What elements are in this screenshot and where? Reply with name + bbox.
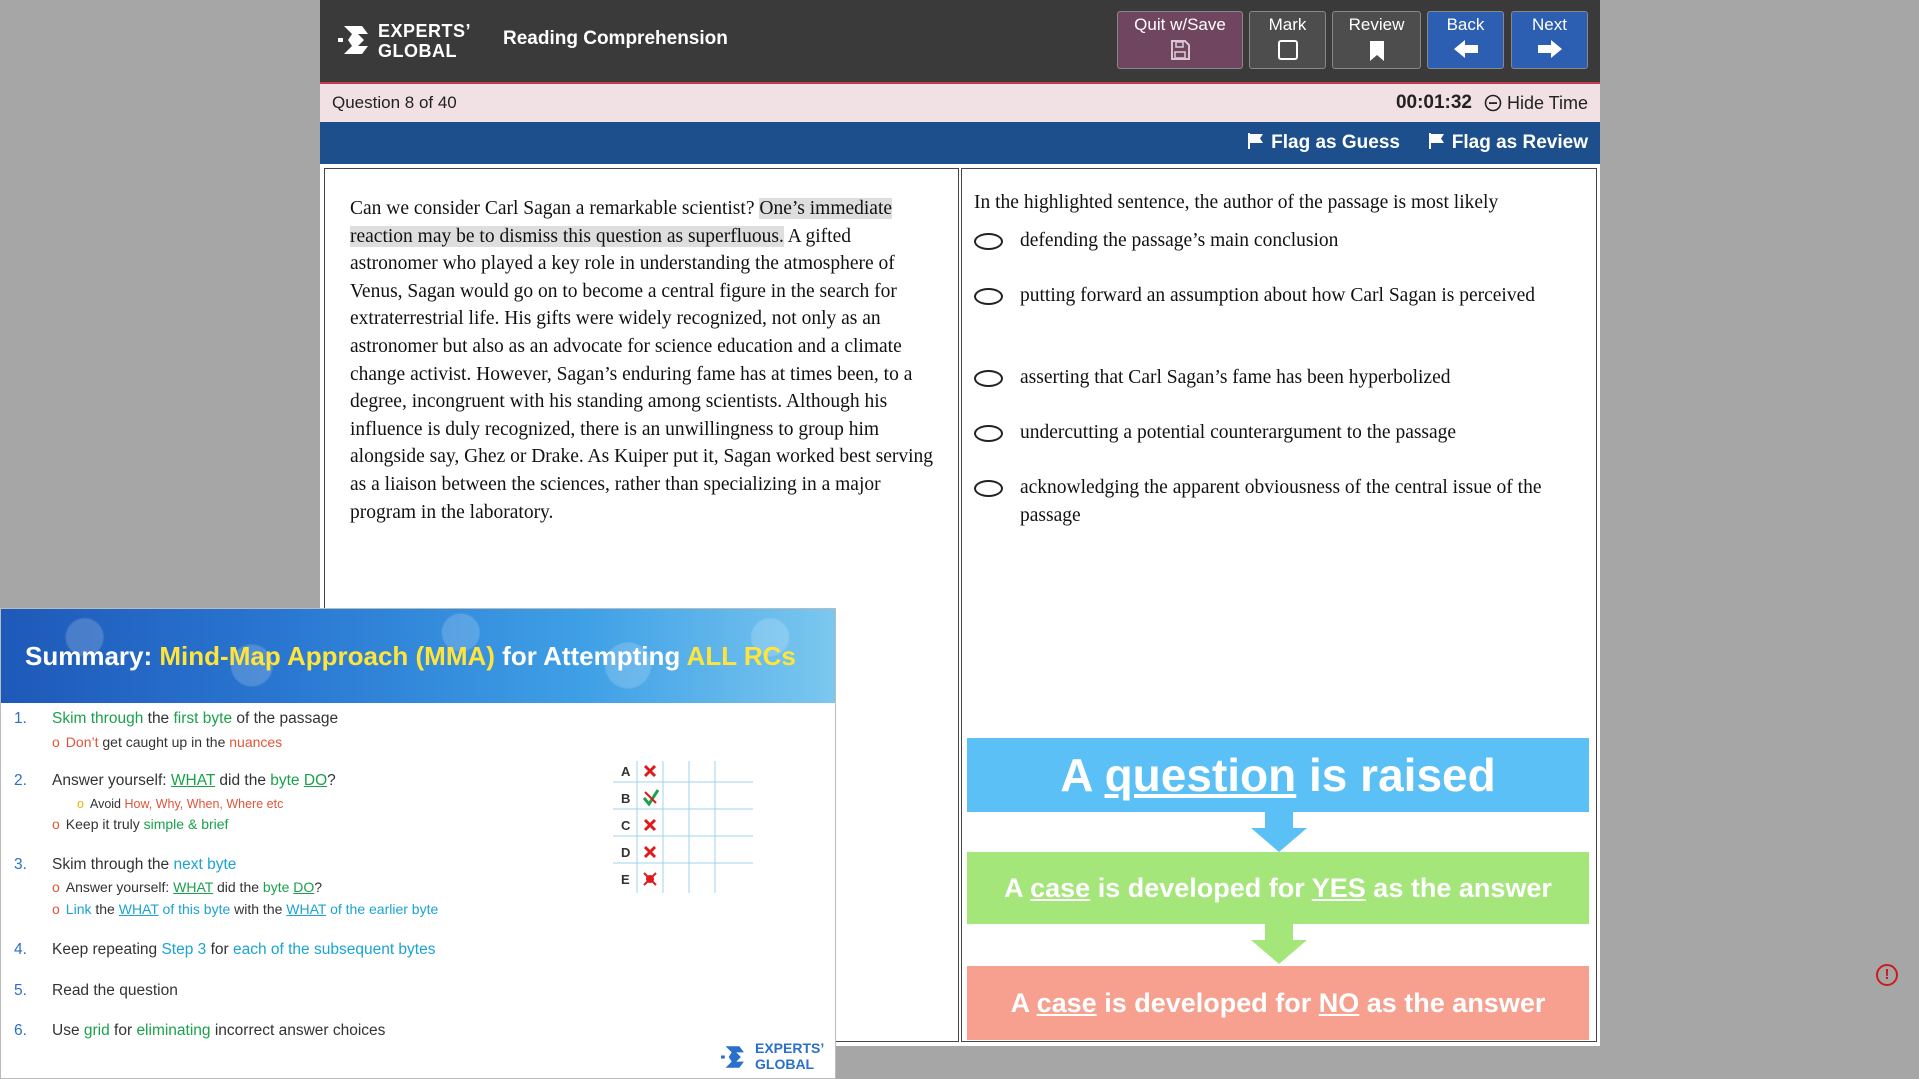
mma-summary-slide xyxy=(0,608,836,1079)
answer-choice-e[interactable] xyxy=(974,474,1574,529)
text-run: Step 3 xyxy=(161,941,207,958)
text-run: byte xyxy=(270,772,300,789)
text-run: Don’t xyxy=(65,734,99,750)
cross-mark-icon xyxy=(645,766,655,857)
text-run: eliminating xyxy=(136,1022,211,1039)
text-run: case xyxy=(1030,873,1091,903)
text-run: did the xyxy=(213,879,263,895)
text-run: Keep repeating xyxy=(52,941,162,958)
text-run: A xyxy=(1010,988,1037,1018)
text-run: YES xyxy=(1311,873,1366,903)
text-run: get caught up in the xyxy=(98,734,230,750)
quit-save-button[interactable] xyxy=(1117,11,1243,69)
grid-letter-e: E xyxy=(621,872,630,887)
slide-banner xyxy=(1,609,836,703)
top-toolbar xyxy=(320,0,1600,82)
hide-time-label: Hide Time xyxy=(1506,93,1588,113)
scribble-mark-icon xyxy=(644,873,656,885)
arrow-right-icon xyxy=(1537,39,1563,59)
text-run: is developed for xyxy=(1090,873,1312,903)
logo-line2: GLOBAL xyxy=(378,41,457,61)
slide-title xyxy=(25,641,796,672)
passage-text-rest: A gifted astronomer who played a key role in understanding the atmosphere of Venus, Sagan would go on to become a central figure in the search for extraterrestrial life. His gifts were widely recognized, not only as an astronomer but also as an advocate for science education and a climate change activist. However, Sagan’s enduring fame has at times been, to a degree, incongruent with his standing among scientists. Although his influence is duly recognized, there is an unwillingness to group him alongside say, Ghez or Drake. As Kuiper put it, Sagan worked best serving as a liaison between the sciences, rather than specializing in a major program in the laboratory. xyxy=(350,225,934,523)
text-run: for xyxy=(109,1022,137,1039)
review-label: Review xyxy=(1348,15,1405,34)
step-2-sub-2: o Keep it truly simple & brief xyxy=(52,816,229,832)
timer: 00:01:32 xyxy=(1395,92,1472,113)
logo-mark-icon xyxy=(338,20,372,60)
step-1-sub: o Don’t get caught up in the nuances xyxy=(52,734,283,750)
radio-button[interactable] xyxy=(974,480,1003,497)
radio-button[interactable] xyxy=(974,425,1003,442)
title-part: Mind-Map Approach (MMA) xyxy=(159,641,495,671)
flow-box-no-case xyxy=(967,966,1589,1040)
text-run: WHAT xyxy=(173,879,214,895)
logo-text xyxy=(378,21,471,61)
section-title: Reading Comprehension xyxy=(503,28,728,49)
text-run: of this byte xyxy=(158,901,231,917)
flag-icon xyxy=(1428,132,1446,150)
review-button[interactable] xyxy=(1332,11,1421,69)
text-run: Avoid xyxy=(89,797,125,811)
save-icon xyxy=(1169,39,1191,61)
question-status-bar xyxy=(320,82,1600,122)
step-2 xyxy=(52,772,336,790)
question-flow-diagram xyxy=(967,738,1589,1042)
mark-button[interactable] xyxy=(1249,11,1326,69)
text-run: grid xyxy=(83,1022,110,1039)
step-2-sub-1: o Avoid How, Why, When, Where etc xyxy=(77,797,284,811)
text-run: Keep it truly xyxy=(65,816,144,832)
question-stem: In the highlighted sentence, the author of the passage is most likely xyxy=(974,192,1499,213)
choice-text: putting forward an assumption about how Carl Sagan is perceived xyxy=(1020,285,1536,306)
logo-text xyxy=(755,1040,824,1072)
grid-letter-b: B xyxy=(621,791,631,806)
step-number: 6. xyxy=(14,1022,27,1039)
step-number: 1. xyxy=(14,710,27,727)
text-run: DO xyxy=(303,772,328,789)
text-run: A xyxy=(1060,749,1105,801)
flag-as-review-button[interactable] xyxy=(1428,132,1588,154)
step-number: 5. xyxy=(14,982,27,999)
next-button[interactable] xyxy=(1511,11,1588,69)
hide-time-toggle[interactable] xyxy=(1484,93,1588,114)
logo-line2: GLOBAL xyxy=(755,1056,815,1072)
check-mark-icon xyxy=(644,790,658,804)
passage-text-start: Can we consider Carl Sagan a remarkable scientist? xyxy=(350,198,760,219)
text-run: simple & brief xyxy=(143,816,229,832)
text-run: WHAT xyxy=(286,901,327,917)
next-label: Next xyxy=(1532,15,1567,34)
back-button[interactable] xyxy=(1427,11,1504,69)
text-run: ? xyxy=(314,879,323,895)
choice-text: acknowledging the apparent obviousness of the central issue of the passage xyxy=(1020,477,1542,526)
text-run: the xyxy=(143,710,174,727)
flag-as-guess-button[interactable] xyxy=(1247,132,1400,154)
text-run: first byte xyxy=(173,710,233,727)
text-run: WHAT xyxy=(118,901,159,917)
text-run: as the answer xyxy=(1359,988,1546,1018)
passage-text xyxy=(350,195,940,526)
flag-bar xyxy=(320,122,1600,164)
back-label: Back xyxy=(1446,15,1485,34)
logo-line1: EXPERTS’ xyxy=(378,21,472,41)
experts-global-logo xyxy=(338,20,478,64)
text-run: A xyxy=(1004,873,1031,903)
text-run: next byte xyxy=(173,856,237,873)
flag-icon xyxy=(1247,132,1265,150)
radio-button[interactable] xyxy=(974,233,1003,250)
text-run: is raised xyxy=(1296,749,1496,801)
question-counter: Question 8 of 40 xyxy=(332,93,457,112)
bookmark-icon xyxy=(1366,39,1388,63)
answer-choice-b[interactable] xyxy=(974,282,1574,310)
text-run: byte xyxy=(262,879,290,895)
step-number: 2. xyxy=(14,772,27,789)
answer-choice-a[interactable] xyxy=(974,227,1574,255)
text-run: ? xyxy=(327,772,336,789)
radio-button[interactable] xyxy=(974,288,1003,305)
grid-letter-a: A xyxy=(621,764,631,779)
text-run: question xyxy=(1104,749,1297,801)
arrow-left-icon xyxy=(1453,39,1479,59)
text-run: for xyxy=(206,941,233,958)
step-3-sub-1: o Answer yourself: WHAT did the byte DO? xyxy=(52,879,323,895)
mark-label: Mark xyxy=(1268,15,1307,34)
step-4 xyxy=(52,941,435,959)
answer-choice-d[interactable] xyxy=(974,419,1574,447)
step-6 xyxy=(52,1022,385,1040)
minus-circle-icon xyxy=(1484,94,1502,112)
elimination-grid xyxy=(613,759,753,895)
step-5: Read the question xyxy=(52,982,178,999)
text-run: Link xyxy=(65,901,92,917)
choice-text: defending the passage’s main conclusion xyxy=(1020,230,1339,251)
checkbox-icon xyxy=(1277,39,1299,61)
text-run: as the answer xyxy=(1365,873,1552,903)
flag-as-guess-label: Flag as Guess xyxy=(1271,132,1400,153)
experts-global-logo xyxy=(721,1039,831,1075)
grid-letter-c: C xyxy=(621,818,631,833)
step-number: 4. xyxy=(14,941,27,958)
text-run: Use xyxy=(52,1022,84,1039)
text-run: Skim through the xyxy=(52,856,174,873)
radio-button[interactable] xyxy=(974,370,1003,387)
logo-line1: EXPERTS’ xyxy=(755,1040,825,1056)
step-1 xyxy=(52,710,338,728)
text-run: NO xyxy=(1318,988,1360,1018)
title-part: Summary: xyxy=(25,641,160,671)
step-3-sub-2: o Link the WHAT of this byte with the WHAT of the earlier byte xyxy=(52,901,439,917)
title-part: for Attempting xyxy=(494,641,687,671)
choice-text: undercutting a potential counterargument to the passage xyxy=(1020,422,1457,443)
text-run: nuances xyxy=(229,734,283,750)
highlighted-sentence: One’s immediate reaction may be to dismiss this question as superfluous. xyxy=(350,198,893,247)
text-run: Skim through xyxy=(52,710,144,727)
text-run: with the xyxy=(230,901,287,917)
flow-box-yes-case xyxy=(967,852,1589,924)
step-number: 3. xyxy=(14,856,27,873)
text-run: did the xyxy=(215,772,271,789)
quit-save-label: Quit w/Save xyxy=(1134,15,1226,34)
step-3 xyxy=(52,856,236,874)
text-run: of the earlier byte xyxy=(326,901,439,917)
flow-box-question xyxy=(967,738,1589,812)
text-run: incorrect answer choices xyxy=(210,1022,386,1039)
grid-letter-d: D xyxy=(621,845,631,860)
text-run: WHAT xyxy=(170,772,216,789)
logo-mark-icon xyxy=(721,1041,747,1073)
flow-arrow-down-icon xyxy=(1251,812,1307,852)
title-part: ALL RCs xyxy=(686,641,796,671)
text-run: is developed for xyxy=(1096,988,1319,1018)
text-run: DO xyxy=(293,879,315,895)
text-run: Answer yourself: xyxy=(52,772,171,789)
text-run: case xyxy=(1036,988,1097,1018)
answer-choice-c[interactable] xyxy=(974,364,1574,392)
text-run: of the passage xyxy=(232,710,339,727)
text-run: each of the subsequent bytes xyxy=(232,941,436,958)
text-run: the xyxy=(91,901,119,917)
flag-as-review-label: Flag as Review xyxy=(1451,132,1588,153)
text-run: Answer yourself: xyxy=(65,879,174,895)
text-run: How, Why, When, Where etc xyxy=(124,797,284,811)
choice-text: asserting that Carl Sagan’s fame has been hyperbolized xyxy=(1020,367,1451,388)
flow-arrow-down-icon xyxy=(1251,924,1307,964)
alert-icon[interactable]: ! xyxy=(1876,964,1898,986)
